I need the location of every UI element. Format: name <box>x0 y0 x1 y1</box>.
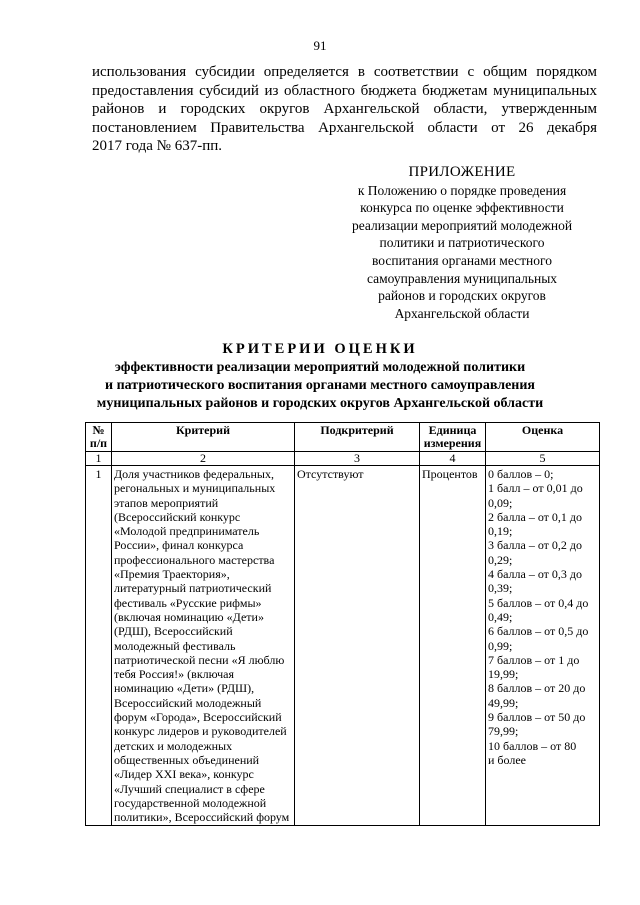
score-line: 9 баллов – от 50 до <box>488 710 586 725</box>
criterion-line: тебя Россия!» (включая <box>114 667 235 682</box>
criteria-title-main: КРИТЕРИИ ОЦЕНКИ <box>222 341 418 357</box>
criterion-line: молодежный фестиваль <box>114 638 236 653</box>
criterion-line: детских и молодежных <box>114 738 233 753</box>
score-line: 0,09; <box>488 495 513 510</box>
intro-paragraph <box>92 63 597 156</box>
score-line: 0 баллов – 0; <box>488 467 554 481</box>
score-cell <box>486 466 600 826</box>
appendix-title: ПРИЛОЖЕНИЕ <box>408 164 516 180</box>
score-line: 4 балла – от 0,3 до <box>488 567 583 582</box>
column-number-row <box>86 452 600 466</box>
criterion-line: «Молодой предприниматель <box>114 524 260 539</box>
intro-line: 2017 года № 637-пп. <box>92 138 222 154</box>
criteria-title <box>0 340 640 413</box>
column-number: 1 <box>86 452 112 466</box>
table-header-row <box>86 423 600 452</box>
column-number: 2 <box>112 452 295 466</box>
header-num-line: п/п <box>89 436 108 450</box>
criterion-cell <box>112 466 295 826</box>
criterion-line: профессионального мастерства <box>114 552 275 567</box>
appendix-line: воспитания органами местного <box>372 252 552 268</box>
criterion-line: «Лидер XXI века», конкурс <box>114 767 254 782</box>
criteria-table <box>85 422 600 826</box>
header-unit-line: Единица <box>428 423 477 437</box>
criterion-line: фестиваль «Русские рифмы» <box>114 595 262 610</box>
appendix-line: конкурса по оценке эффективности <box>360 200 564 216</box>
intro-line: постановлением Правительства Архангельской области от 26 декабря <box>92 119 597 136</box>
row-number: 1 <box>86 466 112 826</box>
criterion-line: политики», Всероссийский форум <box>114 810 290 825</box>
criterion-line: государственной молодежной <box>114 795 267 810</box>
criterion-line: общественных объединений <box>114 752 260 767</box>
header-unit-line: измерения <box>423 436 482 450</box>
appendix-line: политики и патриотического <box>379 235 545 251</box>
header-criterion: Критерий <box>112 423 295 452</box>
table-row <box>86 466 600 826</box>
criterion-line: (Всероссийский конкурс <box>114 509 241 524</box>
criterion-line: «Лучший специалист в сфере <box>114 781 265 796</box>
criterion-line: патриотической песни «Я люблю <box>114 652 285 667</box>
score-line: 0,29; <box>488 552 513 567</box>
score-line: 19,99; <box>488 667 519 682</box>
header-num-line: № <box>92 423 105 437</box>
score-line: 3 балла – от 0,2 до <box>488 538 583 553</box>
criterion-line: конкурс лидеров и руководителей <box>114 724 287 739</box>
intro-line: использования субсидии определяется в соответствии с общим порядком <box>92 64 597 80</box>
criterion-line: литературный патриотический <box>114 581 272 596</box>
header-score: Оценка <box>486 423 600 452</box>
criterion-line: «Премия Траектория», <box>114 567 230 582</box>
score-line: 0,99; <box>488 638 513 653</box>
unit-cell: Процентов <box>420 466 486 826</box>
score-line: 6 баллов – от 0,5 до <box>488 624 589 639</box>
criterion-line: (включая номинацию «Дети» <box>114 609 264 624</box>
header-num <box>86 423 112 452</box>
criterion-line: (РДШ), Всероссийский <box>114 624 233 639</box>
criteria-title-line: и патриотического воспитания органами местного самоуправления <box>105 378 535 393</box>
score-line: 1 балл – от 0,01 до <box>488 481 583 496</box>
score-line: 49,99; <box>488 695 519 710</box>
score-line: и более <box>488 752 527 767</box>
intro-line: районов и городских округов Архангельской области, утвержденным <box>92 101 597 117</box>
criterion-line: форум «Города», Всероссийский <box>114 710 282 725</box>
criteria-title-line: муниципальных районов и городских округов Архангельской области <box>96 396 544 411</box>
intro-line: предоставления субсидий из областного бюджета бюджетам муниципальных <box>92 82 597 99</box>
criterion-line: этапов мероприятий <box>114 495 219 510</box>
score-line: 10 баллов – от 80 <box>488 738 577 753</box>
page-number: 91 <box>313 38 327 53</box>
appendix-line: районов и городских округов <box>378 288 546 304</box>
header-subcriterion: Подкритерий <box>295 423 420 452</box>
appendix-line: реализации мероприятий молодежной <box>351 217 573 233</box>
score-line: 2 балла – от 0,1 до <box>488 509 583 524</box>
appendix-line: к Положению о порядке проведения <box>357 182 567 198</box>
column-number: 4 <box>420 452 486 466</box>
score-line: 0,49; <box>488 609 513 624</box>
criterion-line: номинацию «Дети» (РДШ), <box>114 681 255 696</box>
criterion-line: Доля участников федеральных, <box>114 467 274 481</box>
column-number: 3 <box>295 452 420 466</box>
header-unit <box>420 423 486 452</box>
appendix-block <box>330 164 594 322</box>
score-line: 7 баллов – от 1 до <box>488 652 580 667</box>
criterion-line: Всероссийский молодежный <box>114 695 262 710</box>
appendix-line: самоуправления муниципальных <box>366 270 558 286</box>
score-line: 79,99; <box>488 724 519 739</box>
criterion-line: регональных и муниципальных <box>114 481 276 496</box>
score-line: 5 баллов – от 0,4 до <box>488 595 589 610</box>
column-number: 5 <box>486 452 600 466</box>
score-line: 0,19; <box>488 524 513 539</box>
score-line: 0,39; <box>488 581 513 596</box>
subcriterion-cell: Отсутствуют <box>295 466 420 826</box>
criteria-title-line: эффективности реализации мероприятий молодежной политики <box>114 360 526 375</box>
criterion-line: России», финал конкурса <box>114 538 244 553</box>
appendix-line: Архангельской области <box>394 305 530 321</box>
score-line: 8 баллов – от 20 до <box>488 681 586 696</box>
